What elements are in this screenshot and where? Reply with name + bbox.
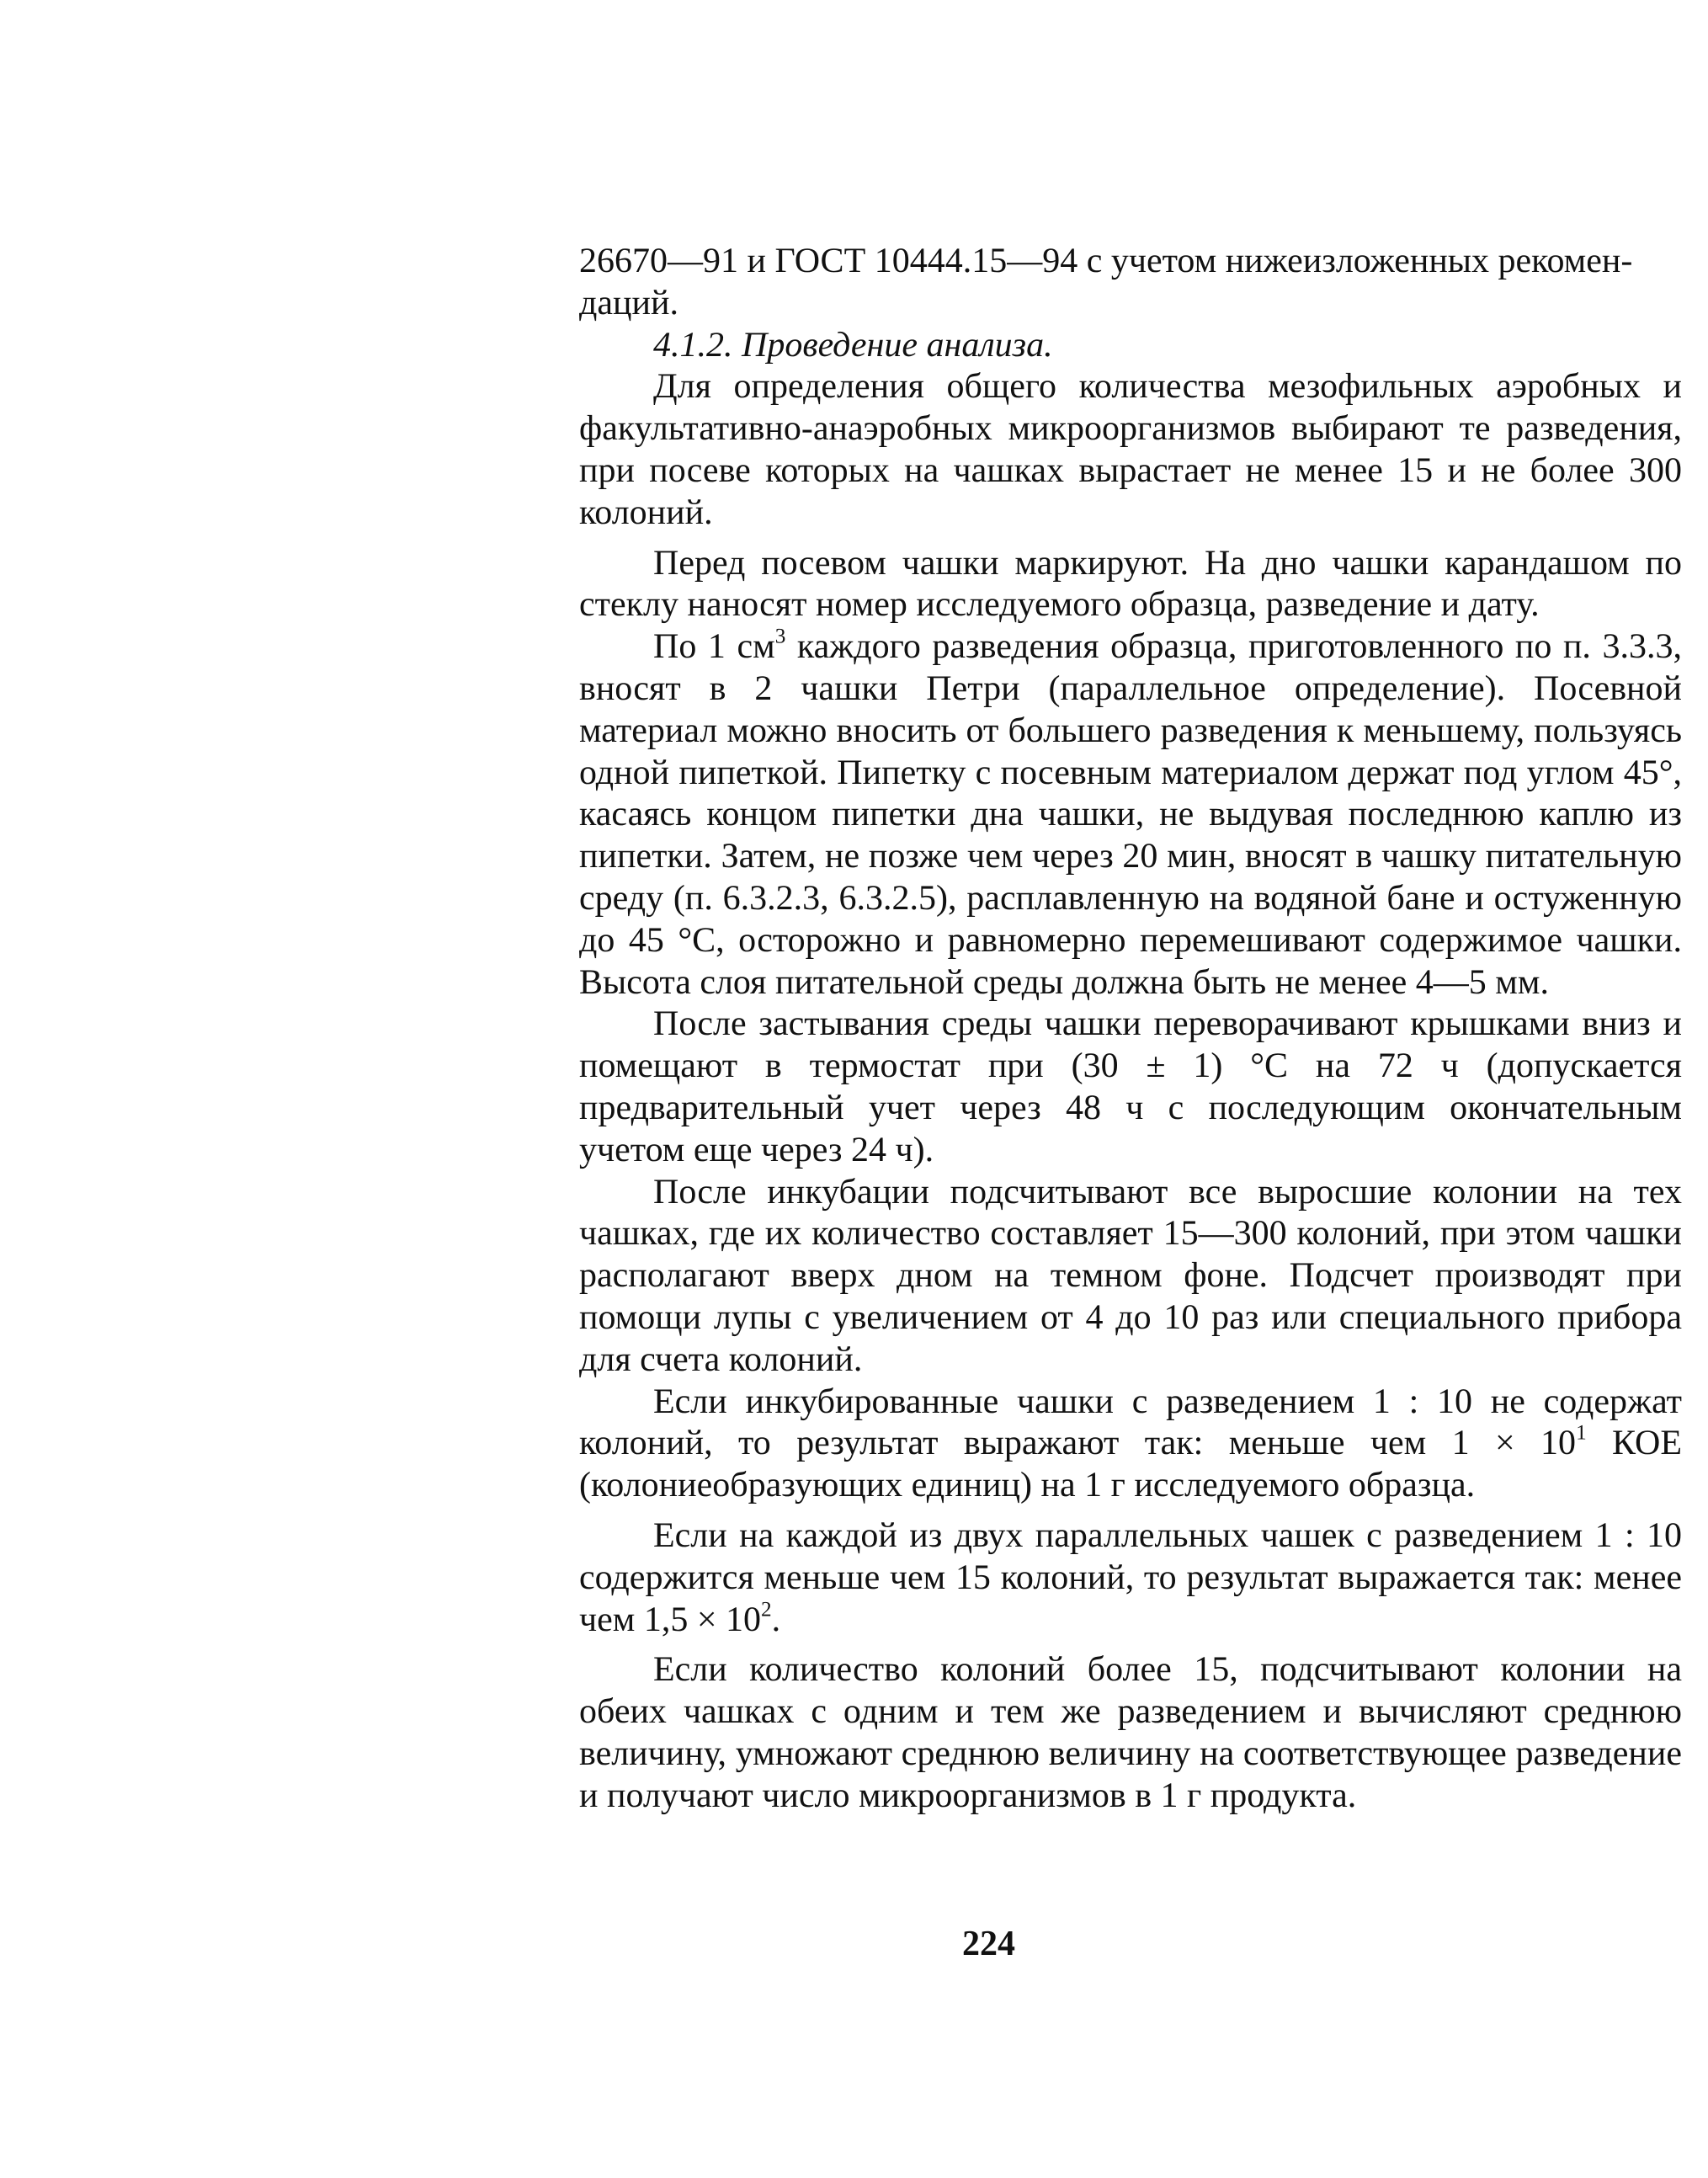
few-colonies-superscript: 2	[761, 1597, 772, 1621]
section-heading: 4.1.2. Проведение анализа.	[653, 325, 1053, 365]
few-colonies-text-b: .	[771, 1600, 781, 1639]
opening-line-1: 26670—91 и ГОСТ 10444.15—94 с учетом нижеизложенных рекомен-	[579, 242, 1633, 280]
paragraph-no-colonies	[579, 1382, 1682, 1507]
opening-line-2: даций.	[579, 283, 678, 322]
inoculation-superscript: 3	[774, 625, 786, 648]
paragraph-selection: Для определения общего количества мезофильных аэробных и факультативно-анаэробных микроорганизмов выбирают те разведения, при посеве которых на чашках вырастает не менее 15 и не более 300 колоний.	[579, 367, 1682, 532]
paragraph-counting: После инкубации подсчитывают все выросшие колонии на тех чашках, где их количество составляет 15—300 колоний, при этом чашки располагают вверх дном на темном фоне. Подсчет производят при помощи лупы с увеличением от 4 до 10 раз или специального прибора для счета колоний.	[579, 1172, 1682, 1379]
paragraph-incubation: После застывания среды чашки переворачивают крышками вниз и помещают в термостат при (30 ± 1) °С на 72 ч (допускается предварительный учет через 48 ч с последующим окончательным учетом еще через 24 ч).	[579, 1004, 1682, 1169]
paragraph-inoculation	[579, 626, 1682, 1004]
no-colonies-text-a: Если инкубированные чашки с разведением 1 : 10 не содержат колоний, то результат выражают так: меньше чем 1 × 10	[579, 1382, 1682, 1463]
no-colonies-text-b: КОЕ (колониеобразующих единиц) на 1 г исследуемого образца.	[579, 1424, 1682, 1505]
paragraph-marking: Перед посевом чашки маркируют. На дно чашки карандашом по стеклу наносят номер исследуемого образца, разведение и дату.	[579, 543, 1682, 625]
no-colonies-superscript: 1	[1576, 1421, 1587, 1445]
page-number: 224	[962, 1925, 1015, 1963]
page-body	[579, 241, 1682, 1817]
inoculation-text-a: По 1 см	[653, 627, 775, 667]
paragraph-average: Если количество колоний более 15, подсчитывают колонии на обеих чашках с одним и тем же разведением и вычисляют среднюю величину, умножают среднюю величину на соответствующее разведение и получают число микроорганизмов в 1 г продукта.	[579, 1650, 1682, 1815]
few-colonies-text-a: Если на каждой из двух параллельных чашек с разведением 1 : 10 содержится меньше чем 15 колоний, то результат выражается так: менее чем 1,5 × 10	[579, 1515, 1682, 1639]
paragraph-few-colonies	[579, 1515, 1682, 1641]
inoculation-text-b: каждого разведения образца, приготовленного по п. 3.3.3, вносят в 2 чашки Петри (параллельное определение). Посевной материал можно вносить от большего разведения к меньшему, пользуясь одной пипеткой. Пипетку с посевным материалом держат под углом 45°, касаясь концом пипетки дна чашки, не выдувая последнюю каплю из пипетки. Затем, не позже чем через 20 мин, вносят в чашку питательную среду (п. 6.3.2.3, 6.3.2.5), расплавленную на водяной бане и остуженную до 45 °С, осторожно и равномерно перемешивают содержимое чашки. Высота слоя питательной среды должна быть не менее 4—5 мм.	[579, 627, 1682, 1002]
